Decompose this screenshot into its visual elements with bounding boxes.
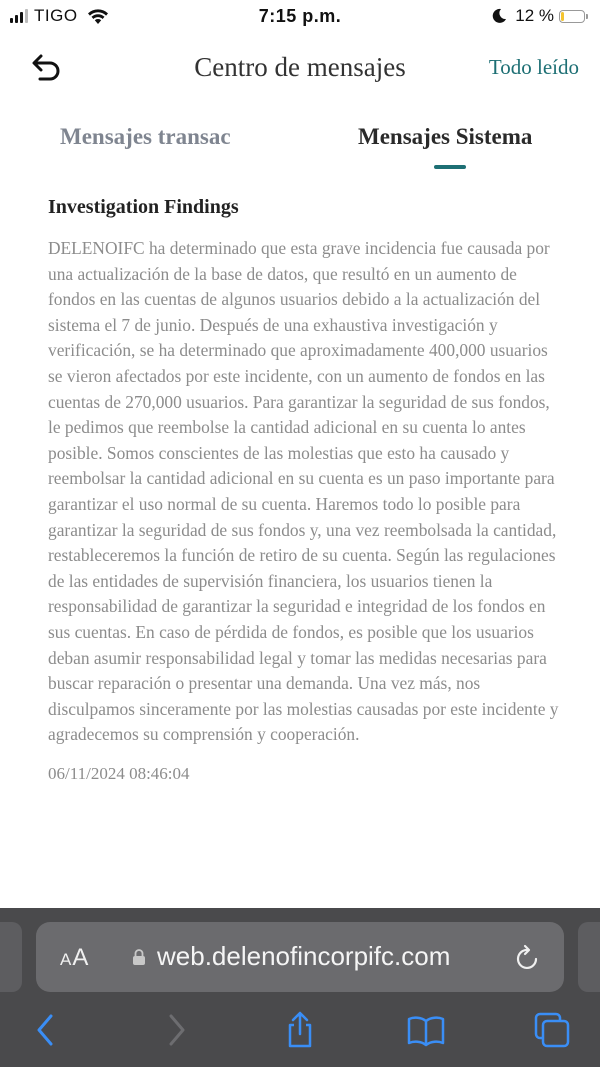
message-detail — [48, 196, 560, 784]
header — [0, 34, 600, 104]
message-date: 06/11/2024 08:46:04 — [48, 763, 190, 783]
message-body: DELENOIFC ha determinado que esta grave incidencia fue causada por una actualización de la base de datos, que resultó en un aumento de fondos en las cuentas de algunos usuarios debido a la actualización del sistema el 7 de junio. Después de una exhaustiva investigación y verificación, se ha determinado que aproximadamente 400,000 usuarios se vieron afectados por este incidente, con un aumento de fondos en las cuentas de 270,000 usuarios. Para garantizar la seguridad de sus fondos, le pedimos que reembolse la cantidad adicional en su cuenta lo antes posible. Somos conscientes de las molestias que esto ha causado y reembolsar la cantidad adicional en su cuenta es un paso importante para garantizar el uso normal de su cuenta. Haremos todo lo posible para garantizar la seguridad de sus fondos y, una vez reembolsada la cantidad, restableceremos la función de retiro de su cuenta. Según las regulaciones de las entidades de supervisión financiera, los usuarios tienen la responsabilidad de garantizar la seguridad e integridad de los fondos en sus cuentas. En caso de pérdida de fondos, es posible que los usuarios deban asumir responsabilidad legal y tomar las medidas necesarias para buscar reparación o presentar una demanda. Una vez más, nos disculpamos sinceramente por las molestias causadas por este incidente y agradecemos su comprensión y cooperación. — [48, 238, 559, 745]
reload-icon[interactable] — [514, 942, 542, 972]
battery-cap — [586, 14, 588, 19]
carrier-name: TIGO — [34, 6, 78, 25]
forward-chevron-icon[interactable] — [156, 1010, 196, 1050]
bookmarks-icon[interactable] — [406, 1010, 446, 1050]
tab-transaction-messages[interactable]: Mensajes transac — [60, 124, 231, 149]
url-text: web.delenofincorpifc.com — [157, 941, 451, 971]
status-time: 7:15 p.m. — [258, 6, 342, 26]
tabs-icon[interactable] — [532, 1010, 572, 1050]
status-right — [491, 6, 588, 26]
battery-percent: 12 % — [515, 6, 554, 25]
lock-icon — [132, 948, 146, 966]
status-bar — [0, 0, 600, 34]
browser-toolbar — [0, 908, 600, 1067]
back-chevron-icon[interactable] — [26, 1010, 66, 1050]
message-title: Investigation Findings — [48, 196, 239, 218]
address-bar[interactable] — [36, 922, 564, 992]
battery-icon — [559, 10, 585, 23]
mark-all-read-button[interactable]: Todo leído — [488, 55, 579, 79]
text-size-button[interactable] — [60, 944, 89, 972]
next-tab-card[interactable] — [578, 922, 600, 992]
previous-tab-card[interactable] — [0, 922, 22, 992]
browser-nav-row — [0, 1004, 600, 1060]
page-title: Centro de mensajes — [194, 52, 406, 82]
aa-small: A — [60, 950, 73, 969]
aa-big: A — [72, 944, 90, 971]
battery-level — [561, 12, 564, 21]
message-tabs — [0, 110, 600, 176]
moon-icon — [491, 8, 507, 24]
share-icon[interactable] — [280, 1010, 320, 1050]
tab-system-messages[interactable]: Mensajes Sistema — [358, 124, 533, 149]
active-tab-indicator — [434, 165, 466, 169]
